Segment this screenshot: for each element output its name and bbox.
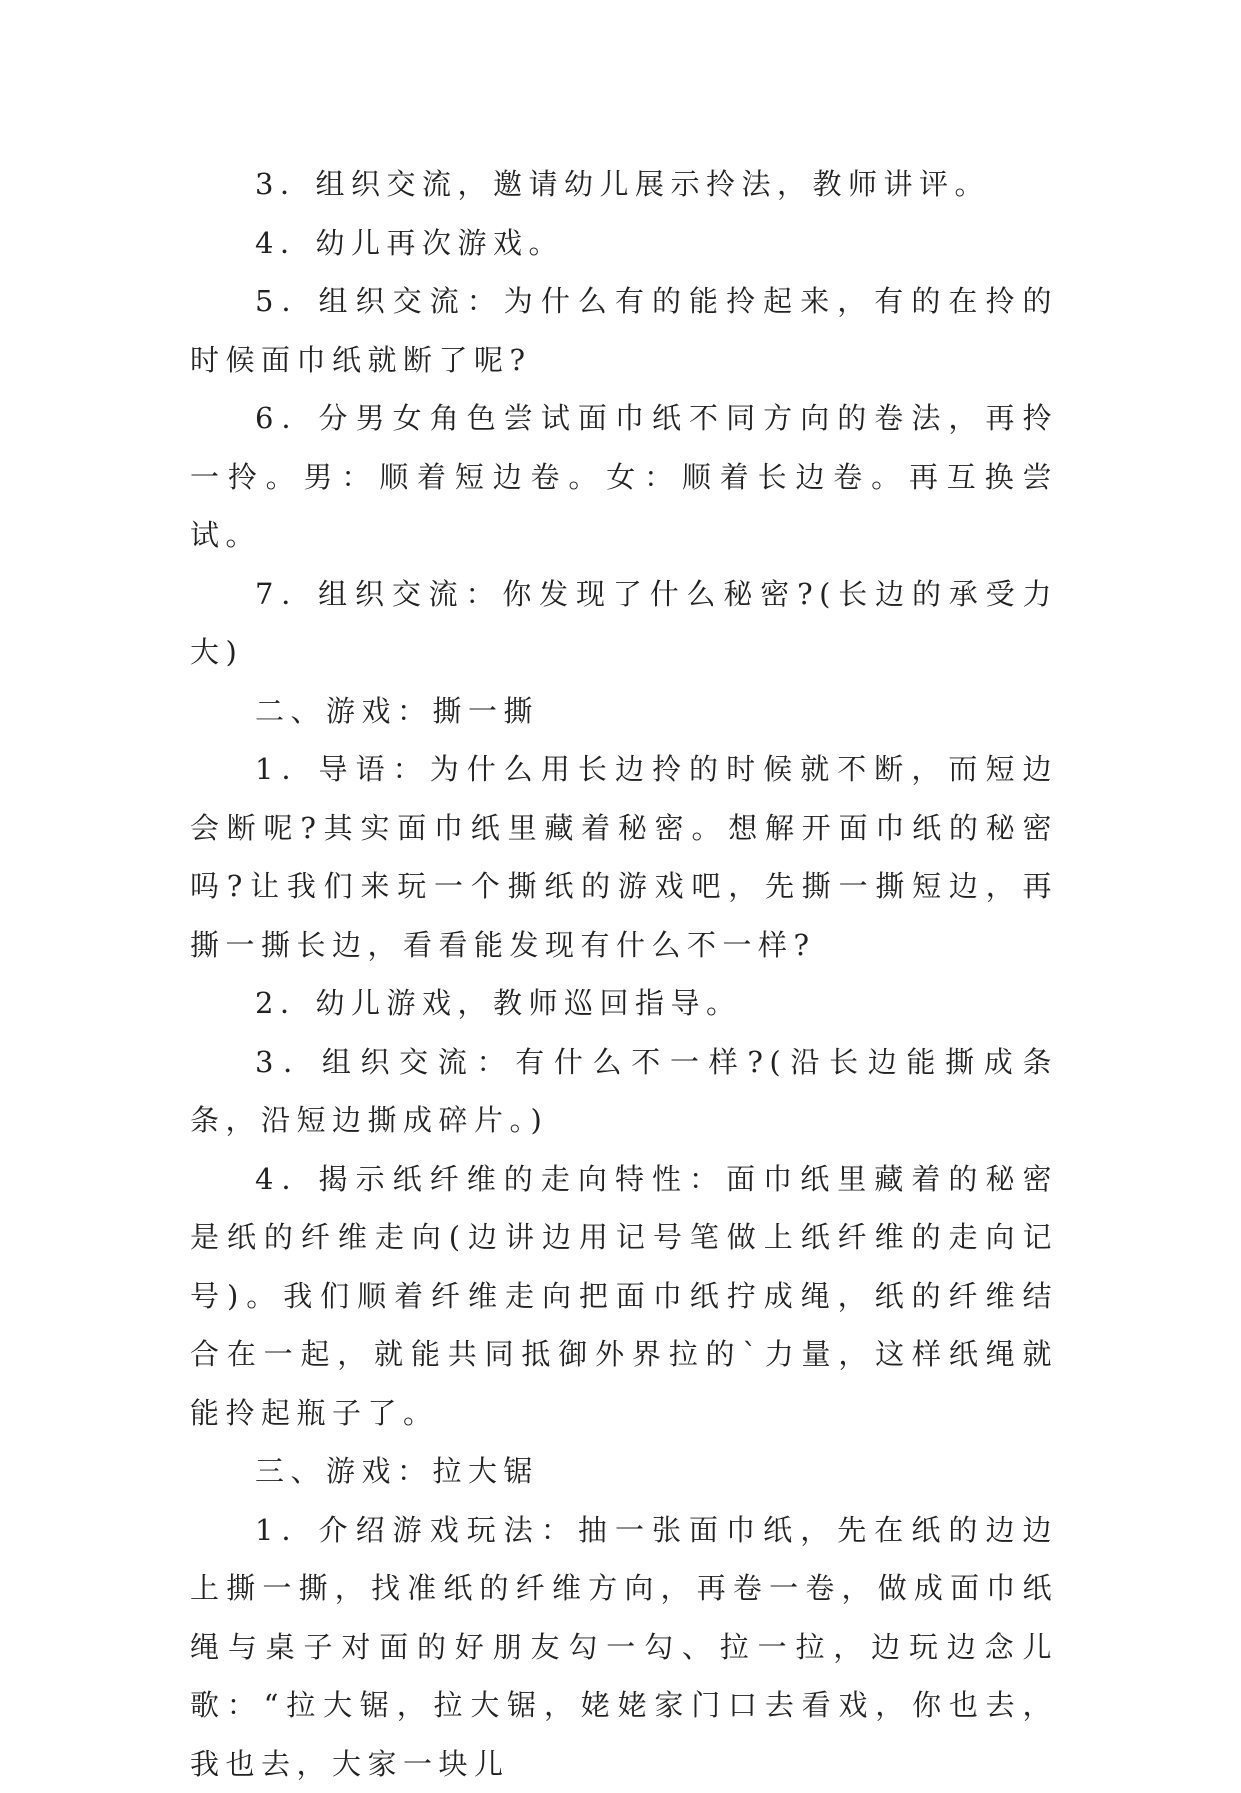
paragraph-tear-step-4: 4．揭示纸纤维的走向特性：面巾纸里藏着的秘密是纸的纤维走向(边讲边用记号笔做上纸纤维的走向记号)。我们顺着纤维走向把面巾纸拧成绳，纸的纤维结合在一起，就能共同抵御外界拉的`力量，这样纸绳就能拎起瓶子了。 [190,1150,1058,1443]
section-heading-tear: 二、游戏：撕一撕 [190,682,1058,741]
paragraph-step-3-exchange: 3．组织交流，邀请幼儿展示拎法，教师讲评。 [190,155,1058,214]
paragraph-tear-step-3: 3．组织交流：有什么不一样?(沿长边能撕成条条，沿短边撕成碎片。) [190,1033,1058,1150]
section-heading-saw: 三、游戏：拉大锯 [190,1442,1058,1501]
paragraph-step-4-play-again: 4．幼儿再次游戏。 [190,214,1058,273]
paragraph-step-6-roles: 6．分男女角色尝试面巾纸不同方向的卷法，再拎一拎。男：顺着短边卷。女：顺着长边卷。再互换尝试。 [190,389,1058,565]
paragraph-step-5-question: 5．组织交流：为什么有的能拎起来，有的在拎的时候面巾纸就断了呢? [190,272,1058,389]
paragraph-step-7-secret: 7．组织交流：你发现了什么秘密?(长边的承受力大) [190,565,1058,682]
paragraph-tear-step-2: 2．幼儿游戏，教师巡回指导。 [190,974,1058,1033]
document-body [190,155,1058,1793]
paragraph-saw-step-1: 1．介绍游戏玩法：抽一张面巾纸，先在纸的边边上撕一撕，找准纸的纤维方向，再卷一卷，做成面巾纸绳与桌子对面的好朋友勾一勾、拉一拉，边玩边念儿歌：“拉大锯，拉大锯，姥姥家门口去看戏，你也去，我也去，大家一块儿 [190,1501,1058,1793]
paragraph-tear-step-1: 1．导语：为什么用长边拎的时候就不断，而短边会断呢?其实面巾纸里藏着秘密。想解开面巾纸的秘密吗?让我们来玩一个撕纸的游戏吧，先撕一撕短边，再撕一撕长边，看看能发现有什么不一样? [190,740,1058,974]
